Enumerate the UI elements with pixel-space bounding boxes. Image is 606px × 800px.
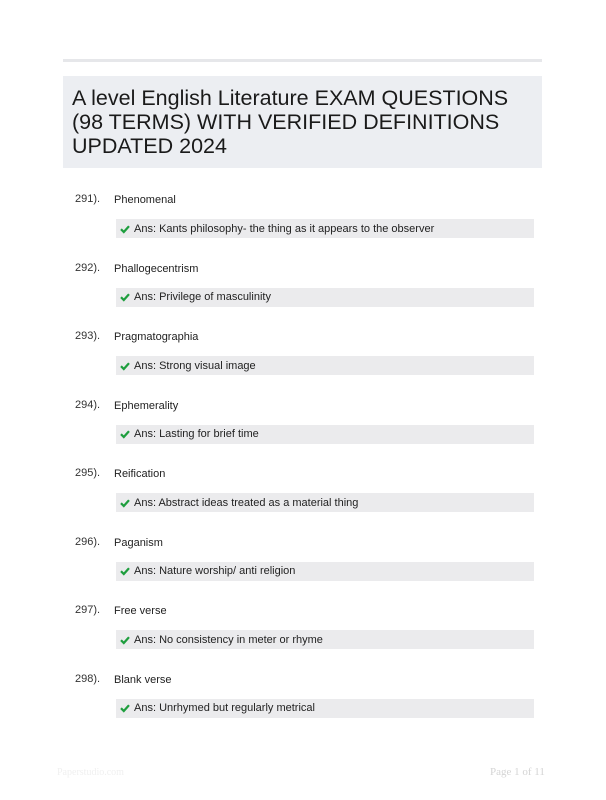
item-number: 295). <box>75 467 101 479</box>
item-term: Reification <box>114 468 166 480</box>
check-icon <box>120 498 130 508</box>
item-number: 293). <box>75 330 101 342</box>
top-divider <box>63 59 542 62</box>
list-item <box>0 604 606 664</box>
item-number: 292). <box>75 261 101 274</box>
item-term: Pragmatographia <box>114 331 199 343</box>
check-icon <box>120 224 130 234</box>
check-icon <box>120 703 130 713</box>
item-term: Free verse <box>114 605 167 617</box>
answer-text: Ans: Strong visual image <box>134 359 256 372</box>
answer-box <box>116 425 534 444</box>
check-icon <box>120 292 130 302</box>
answer-text: Ans: No consistency in meter or rhyme <box>134 633 323 646</box>
check-icon <box>120 361 130 371</box>
answer-box <box>116 288 534 307</box>
answer-box <box>116 356 534 375</box>
list-item <box>0 193 606 253</box>
answer-box <box>116 493 534 512</box>
answer-text: Ans: Unrhymed but regularly metrical <box>134 702 315 714</box>
answer-text: Ans: Lasting for brief time <box>134 428 259 440</box>
item-number: 291). <box>75 193 101 205</box>
answer-text: Ans: Nature worship/ anti religion <box>134 565 296 577</box>
item-number: 298). <box>75 672 101 685</box>
footer-watermark: Paperstudio.com <box>57 767 124 778</box>
list-item <box>0 467 606 527</box>
check-icon <box>120 429 130 439</box>
title-box <box>63 76 542 168</box>
check-icon <box>120 566 130 576</box>
page-indicator: Page 1 of 11 <box>490 766 545 778</box>
answer-text: Ans: Abstract ideas treated as a material thing <box>134 496 359 509</box>
answer-box <box>116 219 534 238</box>
answer-text: Ans: Privilege of masculinity <box>134 291 271 303</box>
item-term: Phallogecentrism <box>114 262 199 275</box>
check-icon <box>120 635 130 645</box>
list-item <box>0 399 606 459</box>
list-item <box>0 673 606 733</box>
answer-box <box>116 562 534 581</box>
answer-box <box>116 630 534 649</box>
item-term: Phenomenal <box>114 194 176 206</box>
list-item <box>0 330 606 390</box>
item-term: Paganism <box>114 536 163 549</box>
item-term: Blank verse <box>114 673 172 686</box>
item-number: 297). <box>75 604 101 616</box>
list-item <box>0 536 606 596</box>
answer-box <box>116 699 534 718</box>
item-number: 294). <box>75 398 101 411</box>
document-title: A level English Literature EXAM QUESTIONS (98 TERMS) WITH VERIFIED DEFINITIONS UPDATED 2024 <box>72 86 509 158</box>
item-number: 296). <box>75 535 101 548</box>
item-term: Ephemerality <box>114 399 179 412</box>
list-item <box>0 262 606 322</box>
answer-text: Ans: Kants philosophy- the thing as it appears to the observer <box>134 222 435 235</box>
